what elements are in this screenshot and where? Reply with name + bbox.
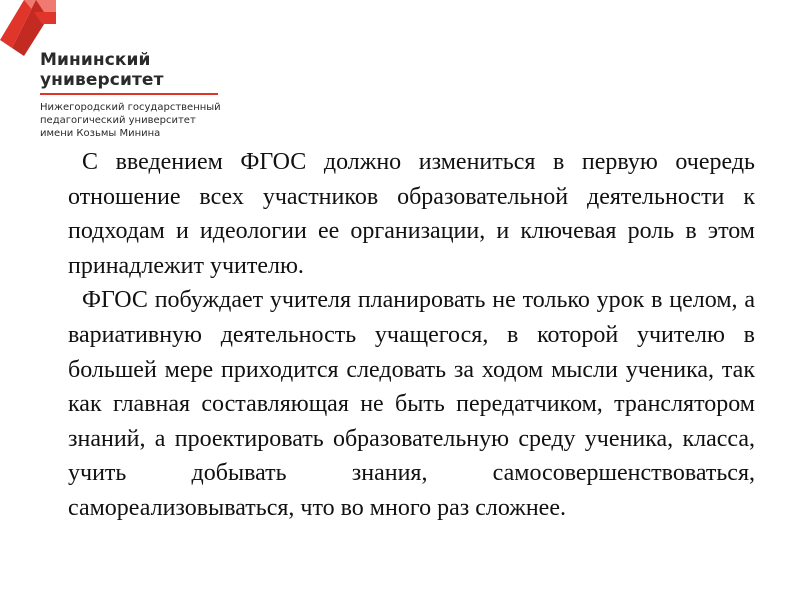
paragraph: ФГОС побуждает учителя планировать не только урок в целом, а вариативную деятельность учащегося, в которой учителю в большей мере приходится следовать за ходом мысли ученика, так как главная составляющая не быть передатчиком, транслятором знаний, а проектировать образовательную среду ученика, класса, учить добывать знания, самосовершенствоваться, самореализовываться, что во много раз сложнее. <box>68 287 755 521</box>
university-full-name <box>40 101 221 140</box>
university-name-line2: университет <box>40 70 164 90</box>
slide-body <box>68 145 755 526</box>
paragraph: С введением ФГОС должно измениться в первую очередь отношение всех участников образовательной деятельности к подходам и идеологии ее организации, и ключевая роль в этом принадлежит учителю. <box>68 149 755 279</box>
red-flag-icon <box>0 0 60 56</box>
university-full-name-line2: педагогический университет <box>40 115 196 126</box>
university-logo <box>0 0 240 150</box>
logo-divider <box>40 93 218 95</box>
university-full-name-line3: имени Козьмы Минина <box>40 128 161 139</box>
university-name-line1: Мининский <box>40 50 151 70</box>
university-full-name-line1: Нижегородский государственный <box>40 102 221 113</box>
university-name <box>40 50 164 90</box>
